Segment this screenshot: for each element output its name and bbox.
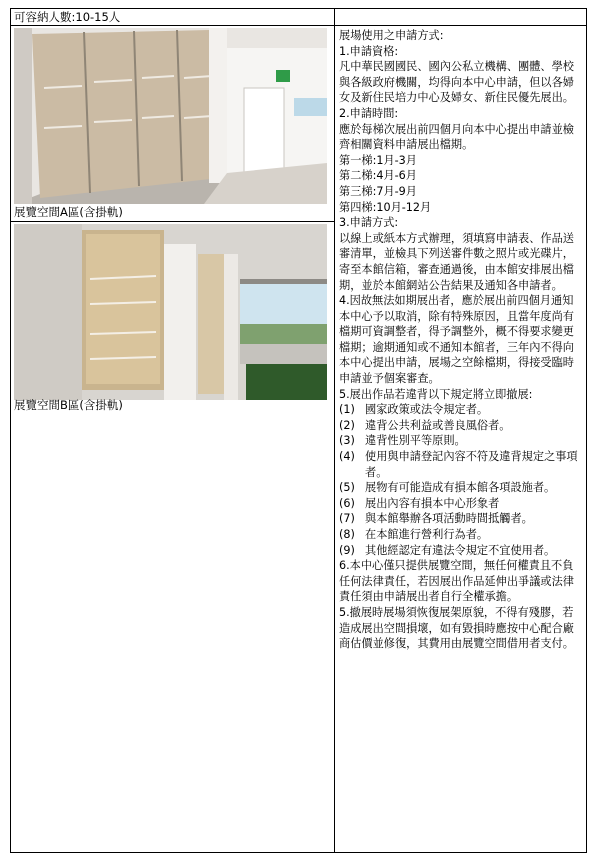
s2-title: 2.申請時間: <box>339 106 399 120</box>
list-item <box>339 418 583 434</box>
list-item-number: (3) <box>339 434 355 448</box>
list-item-number: (8) <box>339 528 355 541</box>
space-b-caption: 展覽空間B區(含掛軌) <box>14 398 123 412</box>
s3-title: 3.申請方式: <box>339 216 399 230</box>
s4-body: 4.因故無法如期展出者，應於展出前四個月通知本中心予以取消，除有特殊原因，且當年度尚有檔期可資調整者，得予調整外，概不得要求變更檔期；逾期通知或不通知本館者，三年內不得向本中心提出申請，展場之空餘檔期，得接受臨時申請並予個案審查。 <box>339 294 574 386</box>
list-item-text: 展物有可能造成有損本館各項設施者。 <box>365 481 556 495</box>
list-item <box>339 527 583 543</box>
batch-3: 第三梯:7月-9月 <box>339 184 417 198</box>
list-item-text: 與本館舉辦各項活動時間抵觸者。 <box>365 512 533 526</box>
space-b-photo <box>14 224 327 400</box>
list-item <box>339 433 583 449</box>
s1-title: 1.申請資格: <box>339 44 399 58</box>
list-item-text: 在本館進行營利行為者。 <box>365 528 489 541</box>
list-item-text: 展出內容有損本中心形象者 <box>365 496 500 510</box>
list-item-number: (7) <box>339 512 355 526</box>
list-item <box>339 480 583 496</box>
space-b-cell <box>11 222 335 853</box>
s6-body: 6.本中心僅只提供展覽空間，無任何權責且不負任何法律責任，若因展出作品延伸出爭議或法律責任須由申請展出者自行全權承擔。 <box>339 559 574 604</box>
s5-list <box>339 402 583 558</box>
list-item-number: (6) <box>339 496 355 510</box>
list-item-text: 使用與申請登記內容不符及違背規定之事項者。 <box>365 450 578 479</box>
s5-title: 5.展出作品若違背以下規定將立即撤展: <box>339 387 533 401</box>
list-item-text: 違背性別平等原則。 <box>365 434 466 448</box>
space-a-photo <box>14 28 327 204</box>
list-item-number: (9) <box>339 543 355 557</box>
list-item <box>339 402 583 418</box>
empty-header-cell <box>335 9 587 26</box>
list-item <box>339 543 583 559</box>
list-item <box>339 511 583 527</box>
s2-body: 應於每梯次展出前四個月向本中心提出申請並檢齊相關資料申請展出檔期。 <box>339 122 574 152</box>
s3-body: 以線上或紙本方式辦理，須填寫申請表、作品送審清單，並檢具下列送審件數之照片或光碟片，寄至本館信箱，審查通過後，由本館安排展出檔期，並於本館網站公告結果及通知各申請者。 <box>339 231 574 292</box>
list-item-text: 其他經認定有違法令規定不宜使用者。 <box>365 543 556 557</box>
list-item-number: (1) <box>339 403 355 417</box>
list-item-text: 國家政策或法令規定者。 <box>365 403 489 417</box>
venue-table <box>10 8 587 853</box>
batch-1: 第一梯:1月-3月 <box>339 153 417 167</box>
list-item-number: (2) <box>339 418 355 432</box>
space-a-cell <box>11 26 335 222</box>
batch-4: 第四梯:10月-12月 <box>339 200 432 214</box>
capacity-cell: 可容納人數:10-15人 <box>11 9 335 26</box>
list-item-number: (4) <box>339 450 355 464</box>
list-item-number: (5) <box>339 481 355 495</box>
list-item <box>339 496 583 512</box>
s1-body: 凡中華民國國民、國內公私立機構、團體、學校與各級政府機關，均得向本中心申請，但以各婦女及新住民培力中心及婦女、新住民優先展出。 <box>339 60 574 105</box>
batch-2: 第二梯:4月-6月 <box>339 169 417 183</box>
list-item <box>339 449 583 480</box>
rules-cell <box>335 26 587 853</box>
list-item-text: 違背公共利益或善良風俗者。 <box>365 418 511 432</box>
rules-heading: 展場使用之申請方式: <box>339 29 444 42</box>
space-a-caption: 展覽空間A區(含掛軌) <box>14 205 123 219</box>
s7-body: 5.撤展時展場須恢復展架原貌，不得有殘膠，若造成展出空間損壞，如有毀損時應按中心配合廠商估價並修復，其費用由展覽空間借用者支付。 <box>339 605 574 651</box>
